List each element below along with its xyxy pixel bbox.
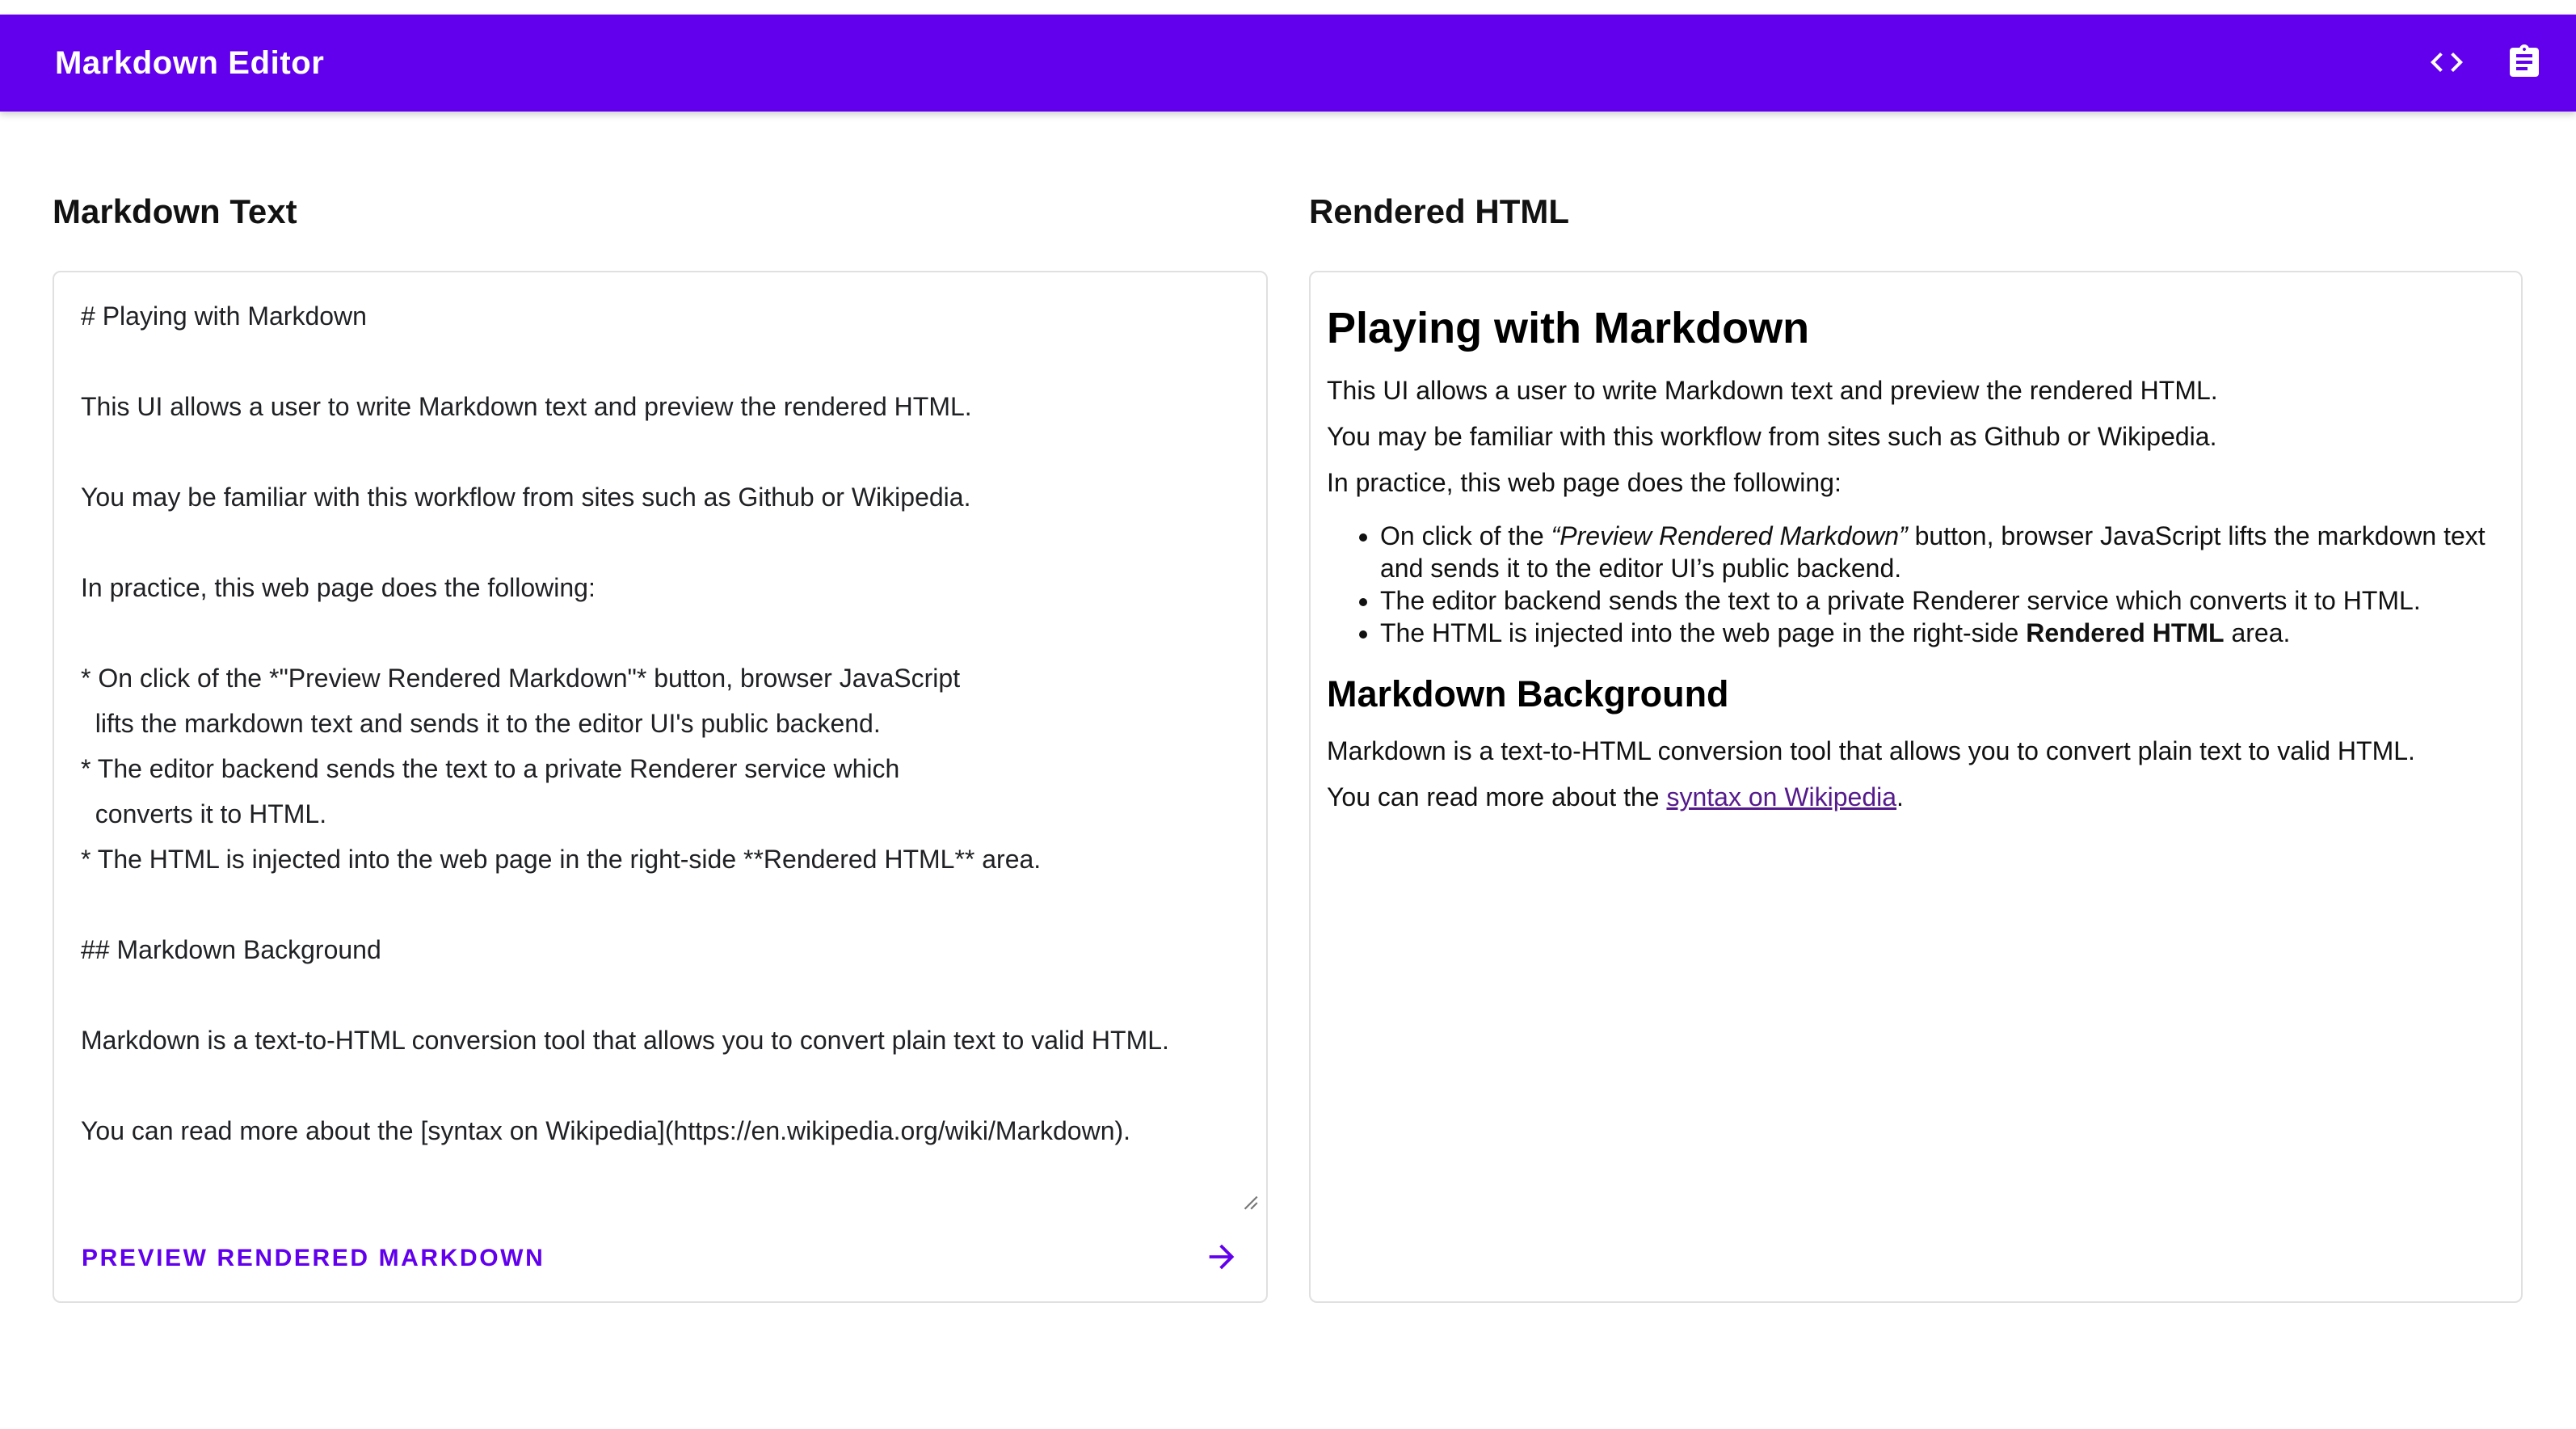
rendered-paragraph: This UI allows a user to write Markdown text and preview the rendered HTML. [1327,376,2218,405]
rendered-bullet-list [1327,520,2497,649]
link-sentence-after: . [1896,782,1904,811]
rendered-list-item: • The HTML is injected into the web page in the right-side Rendered HTML area. [1380,617,2497,649]
editor-card [53,271,1268,1303]
rendered-paragraph-with-link [1327,781,2497,813]
code-button[interactable] [2408,24,2486,102]
syntax-on-wikipedia-link[interactable]: syntax on Wikipedia [1666,782,1897,811]
rendered-paragraph: In practice, this web page does the following: [1327,468,1842,497]
rendered-h1: Playing with Markdown [1327,304,1810,352]
rendered-list-item: • The editor backend sends the text to a private Renderer service which converts it to HTML. [1380,584,2497,617]
resize-handle-icon[interactable] [1239,1191,1260,1212]
submit-arrow-button[interactable] [1200,1235,1244,1281]
preview-card [1309,271,2523,1303]
rendered-list-item: • On click of the “Preview Rendered Markdown” button, browser JavaScript lifts the markdown text and sends it to the editor UI’s public backend. [1380,520,2497,584]
markdown-editor-section [53,112,1268,1303]
rendered-h2: Markdown Background [1327,673,1729,714]
editor-actions-row [54,1215,1266,1301]
markdown-input[interactable] [54,272,1266,1215]
code-icon [2427,43,2466,84]
app-bar [0,15,2576,112]
rendered-paragraph: You may be familiar with this workflow from sites such as Github or Wikipedia. [1327,422,2217,451]
clipboard-paste-icon [2505,43,2544,84]
rendered-html-section [1309,112,2523,1303]
link-sentence-before: You can read more about the [1327,782,1667,811]
app-title: Markdown Editor [55,44,325,81]
clipboard-paste-button[interactable] [2486,24,2563,102]
main-content [0,112,2576,1303]
preview-heading: Rendered HTML [1309,192,1570,230]
two-column-layout [53,112,2523,1303]
editor-heading: Markdown Text [53,192,297,230]
rendered-paragraph: Markdown is a text-to-HTML conversion tool that allows you to convert plain text to valid HTML. [1327,736,2415,765]
preview-rendered-markdown-button[interactable]: PREVIEW RENDERED MARKDOWN [72,1235,554,1282]
top-margin [0,0,2576,15]
textarea-container [54,272,1266,1215]
arrow-forward-icon [1203,1238,1240,1278]
